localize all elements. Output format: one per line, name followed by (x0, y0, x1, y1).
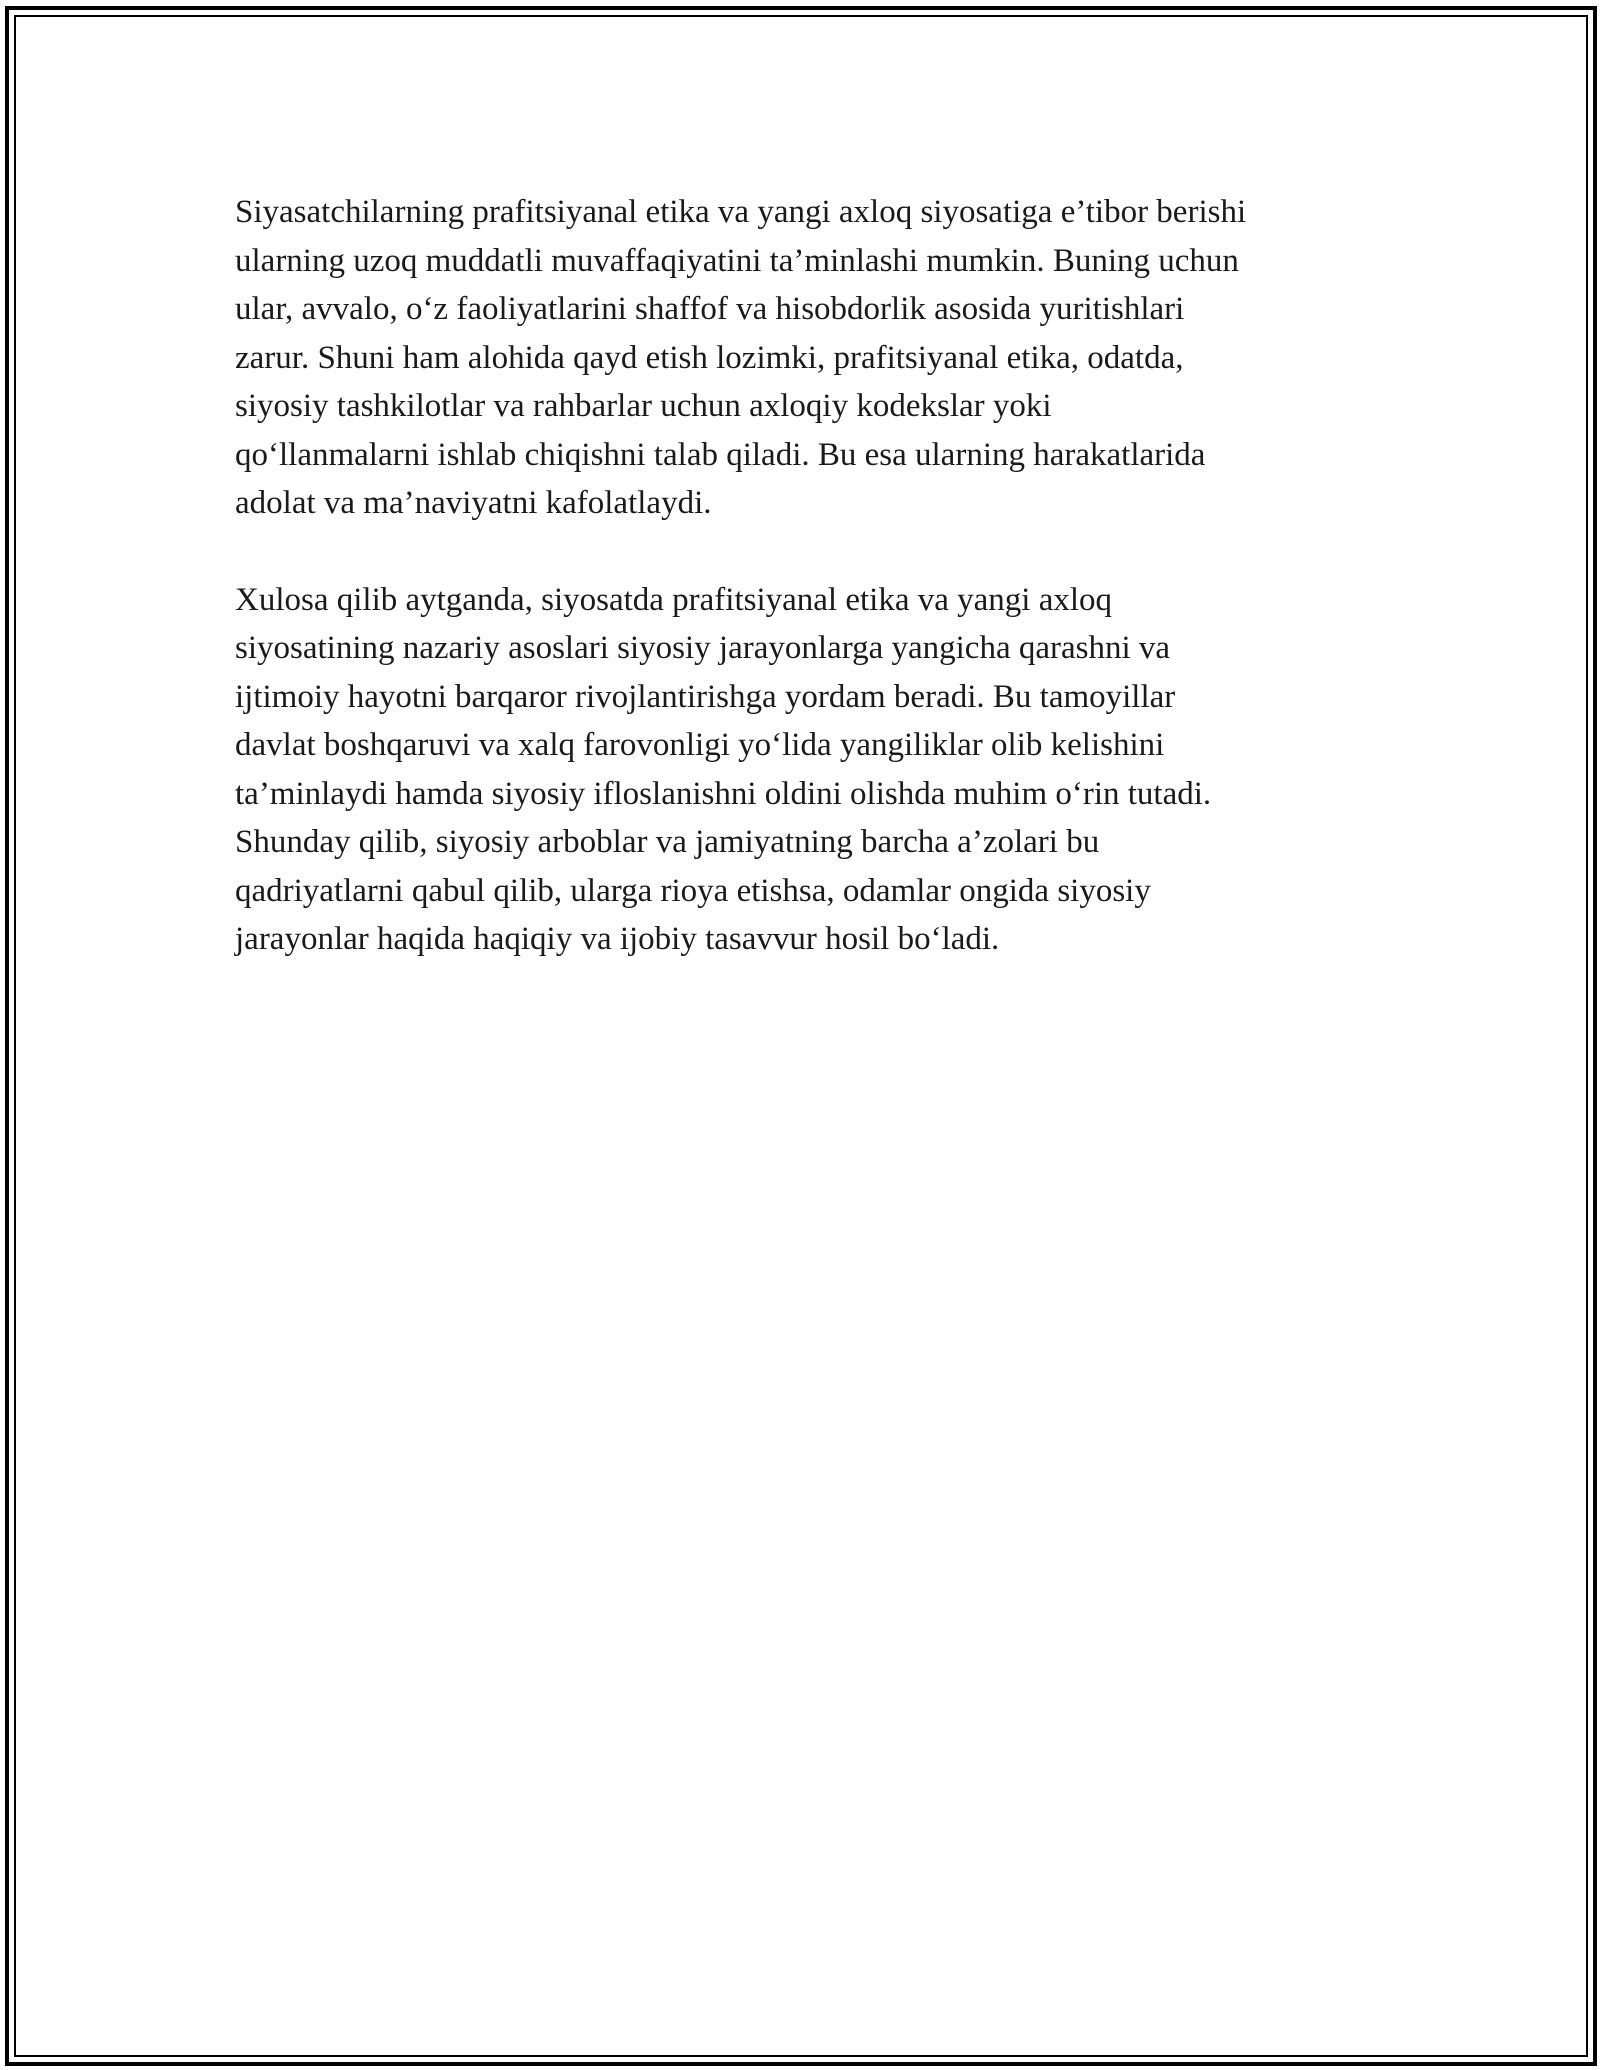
document-body (235, 188, 1385, 1012)
paragraph-line: ijtimoiy hayotni barqaror rivojlantirishga yordam beradi. Bu tamoyillar (235, 678, 1176, 715)
paragraph-2 (235, 576, 1385, 964)
paragraph-line: qadriyatlarni qabul qilib, ularga rioya etishsa, odamlar ongida siyosiy (235, 872, 1151, 909)
paragraph-line: zarur. Shuni ham alohida qayd etish lozimki, prafitsiyanal etika, odatda, (235, 339, 1184, 376)
paragraph-line: jarayonlar haqida haqiqiy va ijobiy tasavvur hosil bo‘ladi. (235, 921, 1000, 957)
paragraph-line: adolat va ma’naviyatni kafolatlaydi. (235, 485, 712, 521)
paragraph-1 (235, 188, 1385, 528)
paragraph-line: ular, avvalo, o‘z faoliyatlarini shaffof va hisobdorlik asosida yuritishlari (235, 291, 1185, 327)
paragraph-line: qo‘llanmalarni ishlab chiqishni talab qiladi. Bu esa ularning harakatlarida (235, 436, 1206, 473)
paragraph-line: siyosatining nazariy asoslari siyosiy jarayonlarga yangicha qarashni va (235, 630, 1171, 666)
paragraph-line: siyosiy tashkilotlar va rahbarlar uchun axloqiy kodekslar yoki (235, 388, 1052, 424)
paragraph-line: Siyasatchilarning prafitsiyanal etika va yangi axloq siyosatiga e’tibor berishi (235, 194, 1247, 230)
paragraph-line: Shunday qilib, siyosiy arboblar va jamiyatning barcha a’zolari bu (235, 824, 1100, 860)
paragraph-line: ularning uzoq muddatli muvaffaqiyatini ta’minlashi mumkin. Buning uchun (235, 242, 1239, 279)
paragraph-line: davlat boshqaruvi va xalq farovonligi yo‘lida yangiliklar olib kelishini (235, 727, 1165, 763)
paragraph-line: ta’minlaydi hamda siyosiy ifloslanishni oldini olishda muhim o‘rin tutadi. (235, 775, 1212, 812)
paragraph-line: Xulosa qilib aytganda, siyosatda prafitsiyanal etika va yangi axloq (235, 581, 1113, 618)
